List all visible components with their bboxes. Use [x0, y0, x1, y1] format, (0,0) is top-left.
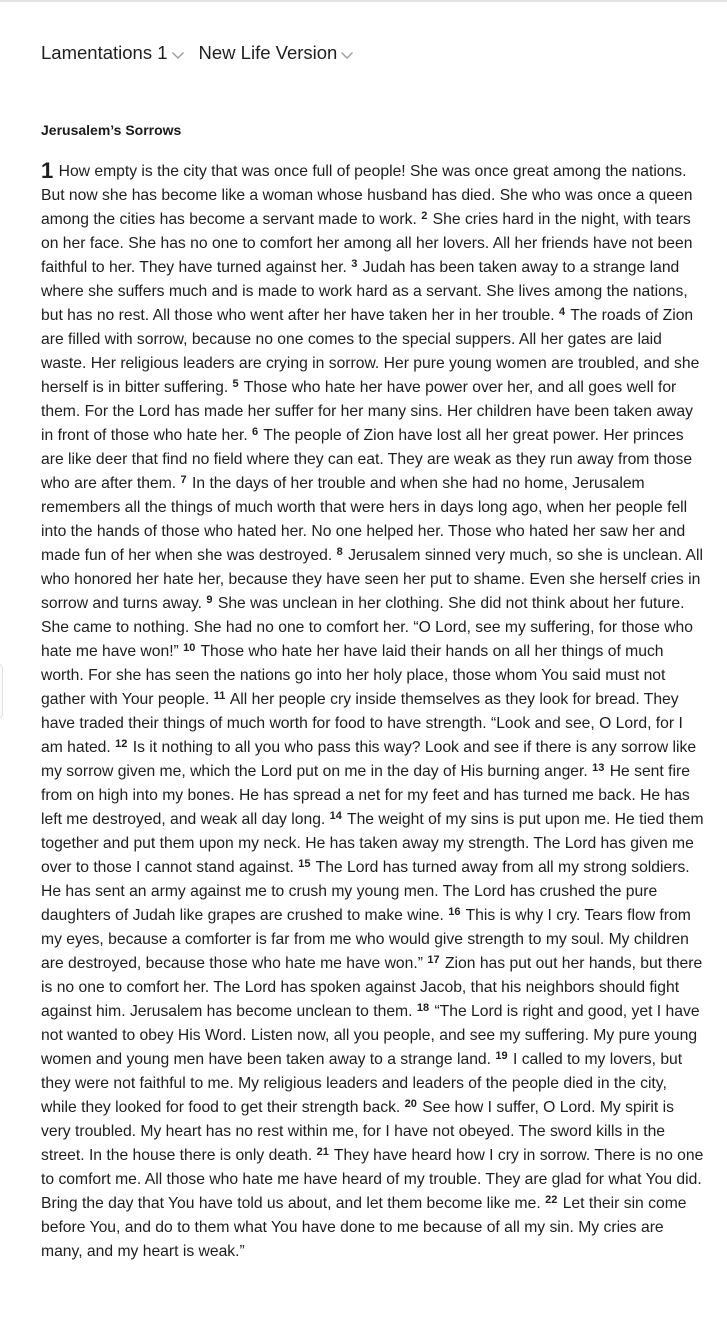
- verse-text: Judah has been taken away to a strange land where she suffers much and is made to work hard as a servant. She lives among the nations, but has no rest. All those who went after her have taken her in her trouble.: [41, 259, 688, 324]
- verse-number: 5: [232, 378, 239, 390]
- chapter-number: 1: [41, 158, 54, 183]
- verse-number: 22: [545, 1194, 558, 1206]
- verse-text: They have heard how I cry in sorrow. There is no one to comfort me. All those who hate me have heard of my trouble. They are glad for what You did. Bring the day that You have told us about, and let them become like me.: [41, 1147, 704, 1212]
- verse-number: 18: [416, 1002, 430, 1014]
- verse-text: “The Lord is right and good, yet I have not wanted to obey His Word. Listen now, all you people, and see my suffering. My pure young women and young men have been taken away to a strange land.: [41, 1003, 700, 1068]
- section-heading: Jerusalem’s Sorrows: [41, 122, 182, 138]
- verse-number: 17: [427, 954, 440, 966]
- verse-text: The people of Zion have lost all her great power. Her princes are like deer that find no field where they can eat. They are weak as they run away from those who are after them.: [41, 427, 693, 492]
- verse-number: 16: [448, 906, 461, 918]
- verse-text: The Lord has turned away from all my strong soldiers. He has sent an army against me to crush my young men. The Lord has crushed the pure daughters of Judah like grapes are crushed to make wine.: [41, 859, 690, 924]
- verse-text: The roads of Zion are filled with sorrow, because no one comes to the special suppers. All her gates are laid waste. Her religious leaders are crying in sorrow. Her pure young women are troubled, and she herself is in bitter suffering.: [41, 307, 700, 396]
- verse-number: 10: [183, 642, 196, 654]
- verse-number: 12: [115, 738, 128, 750]
- verse-number: 9: [206, 594, 213, 606]
- verse-number: 13: [592, 762, 605, 774]
- chapter-text: [41, 160, 706, 1264]
- verse-number: 7: [180, 474, 187, 486]
- verse-number: 21: [316, 1146, 329, 1158]
- verse-text: Zion has put out her hands, but there is no one to comfort her. The Lord has spoken against Jacob, that his neighbors should fight against him. Jerusalem has become unclean to them.: [41, 955, 703, 1020]
- book-chapter-label: Lamentations 1: [41, 42, 168, 63]
- verse-number: 15: [298, 858, 311, 870]
- verse-text: Those who hate her have laid their hands on all her things of much worth. For she has seen the nations go into her holy place, those whom You said must not gather with Your people.: [41, 643, 666, 708]
- verse-text: How empty is the city that was once full of people! She was once great among the nations. But now she has become like a woman whose husband has died. She who was once a queen among the cities has become a servant made to work.: [41, 163, 693, 228]
- verse-number: 11: [213, 690, 226, 702]
- verse-text: Jerusalem sinned very much, so she is unclean. All who honored her hate her, because they have seen her put to shame. Even she herself cries in sorrow and turns away.: [41, 547, 703, 612]
- verse-text: He sent fire from on high into my bones. He has spread a net for my feet and has turned me back. He has left me destroyed, and weak all day long.: [41, 763, 690, 828]
- chevron-down-icon: [171, 50, 185, 60]
- side-panel-handle[interactable]: [0, 664, 3, 718]
- verse-text: She cries hard in the night, with tears on her face. She has no one to comfort her among all her lovers. All her friends have not been faithful to her. They have turned against her.: [41, 211, 693, 276]
- verse-number: 6: [252, 426, 259, 438]
- book-chapter-selector[interactable]: [41, 42, 185, 64]
- top-border: [0, 0, 727, 2]
- verse-text: The weight of my sins is put upon me. He tied them together and put them upon my neck. He has taken away my strength. The Lord has given me over to those I cannot stand against.: [41, 811, 704, 876]
- reader-nav: [41, 42, 354, 64]
- verse-number: 19: [495, 1050, 508, 1062]
- verse-text: Those who hate her have power over her, and all goes well for them. For the Lord has made her suffer for her many sins. Her children have been taken away in front of those who hate her.: [41, 379, 693, 444]
- verse-text: All her people cry inside themselves as they look for bread. They have traded their things of much worth for food to have strength. “Look and see, O Lord, for I am hated.: [41, 691, 683, 756]
- verse-number: 2: [421, 210, 428, 222]
- verse-number: 20: [404, 1098, 417, 1110]
- verse-text: She was unclean in her clothing. She did not think about her future. She came to nothing. She had no one to comfort her. “O Lord, see my suffering, for those who hate me have won!”: [41, 595, 693, 660]
- verse-text: See how I suffer, O Lord. My spirit is very troubled. My heart has no rest within me, for I have not obeyed. The sword kills in the street. In the house there is only death.: [41, 1099, 674, 1164]
- verse-text: In the days of her trouble and when she had no home, Jerusalem remembers all the things of much worth that were hers in days long ago, when her people fell into the hands of those who hated her. No one helped her. Those who hated her saw her and made fun of her when she was destroyed.: [41, 475, 688, 564]
- chevron-down-icon: [340, 50, 354, 60]
- verse-text: Is it nothing to all you who pass this way? Look and see if there is any sorrow like my sorrow given me, which the Lord put on me in the day of His burning anger.: [41, 739, 697, 780]
- version-label: New Life Version: [198, 42, 338, 63]
- verse-text: Let their sin come before You, and do to them what You have done to me because of all my sin. My cries are many, and my heart is weak.”: [41, 1195, 687, 1260]
- version-selector[interactable]: [199, 42, 355, 64]
- verse-number: 4: [559, 306, 566, 318]
- verse-text: This is why I cry. Tears flow from my eyes, because a comforter is far from me who would give strength to my soul. My children are destroyed, because those who hate me have won.”: [41, 907, 691, 972]
- verse-number: 3: [351, 258, 358, 270]
- verse-text: I called to my lovers, but they were not faithful to me. My religious leaders and leaders of the people died in the city, while they looked for food to get their strength back.: [41, 1051, 683, 1116]
- verse-number: 8: [336, 546, 343, 558]
- verse-number: 14: [329, 810, 342, 822]
